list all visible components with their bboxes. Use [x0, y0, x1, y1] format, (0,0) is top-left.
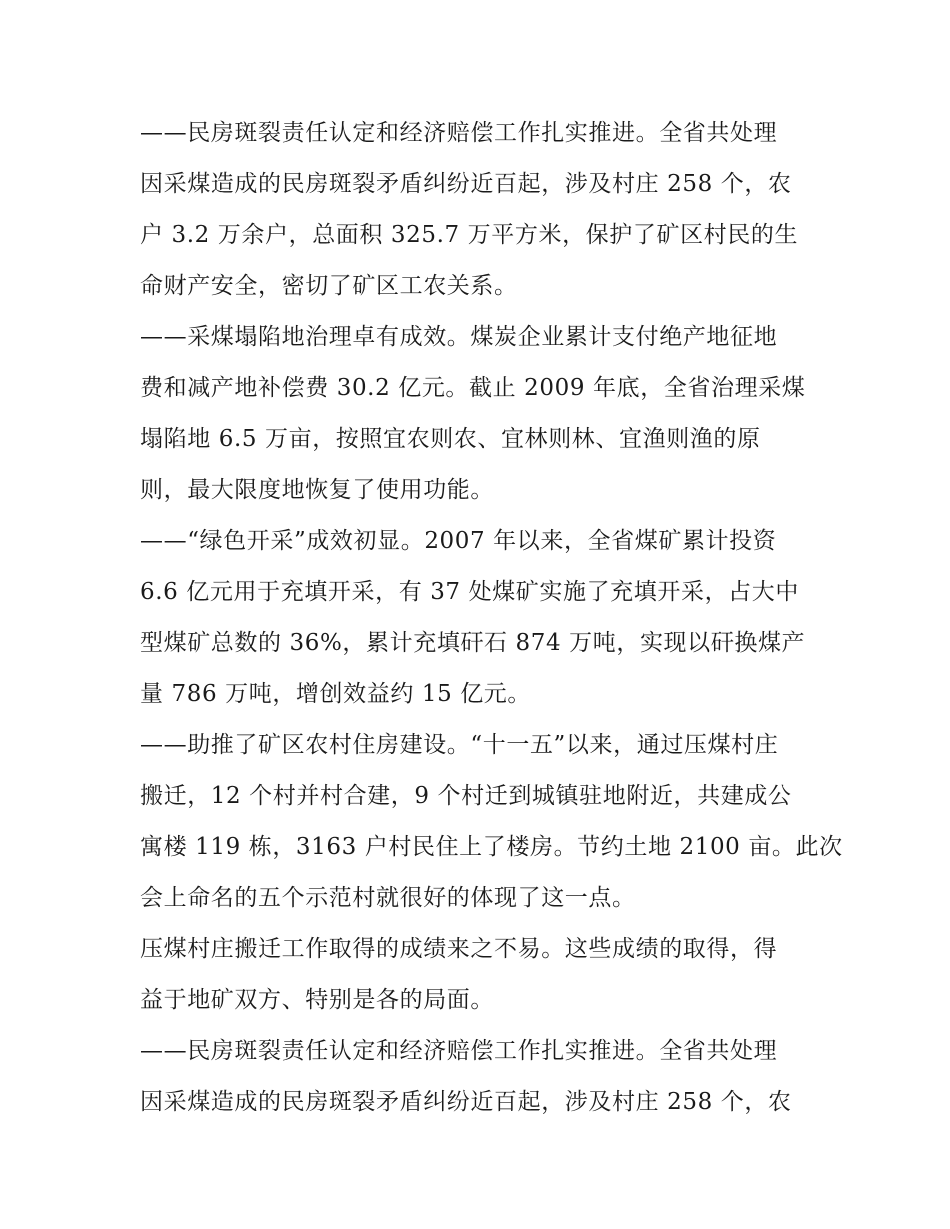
text-line: ——民房斑裂责任认定和经济赔偿工作扎实推进。全省共处理 — [140, 120, 778, 146]
text-line: ——“绿色开采”成效初显。2007 年以来，全省煤矿累计投资 — [140, 528, 777, 554]
text-line: 因采煤造成的民房斑裂矛盾纠纷近百起，涉及村庄 258 个，农 — [140, 171, 792, 197]
text-line: ——助推了矿区农村住房建设。“十一五”以来，通过压煤村庄 — [140, 732, 779, 758]
text-line: 益于地矿双方、特别是各的局面。 — [140, 987, 494, 1013]
text-line: 搬迁，12 个村并村合建，9 个村迁到城镇驻地附近，共建成公 — [140, 783, 792, 809]
document-body — [140, 108, 843, 1128]
text-line: 因采煤造成的民房斑裂矛盾纠纷近百起，涉及村庄 258 个，农 — [140, 1089, 792, 1115]
text-line: 6.6 亿元用于充填开采，有 37 处煤矿实施了充填开采，占大中 — [140, 579, 799, 605]
text-line: 费和减产地补偿费 30.2 亿元。截止 2009 年底，全省治理采煤 — [140, 375, 806, 401]
text-line: 塌陷地 6.5 万亩，按照宜农则农、宜林则林、宜渔则渔的原 — [140, 426, 761, 452]
text-line: 户 3.2 万余户，总面积 325.7 万平方米，保护了矿区村民的生 — [140, 222, 799, 248]
text-line: 量 786 万吨，增创效益约 15 亿元。 — [140, 681, 532, 707]
text-line: 型煤矿总数的 36%，累计充填矸石 874 万吨，实现以矸换煤产 — [140, 630, 806, 656]
text-line: 命财产安全，密切了矿区工农关系。 — [140, 273, 518, 299]
text-line: 压煤村庄搬迁工作取得的成绩来之不易。这些成绩的取得，得 — [140, 936, 778, 962]
text-line: ——采煤塌陷地治理卓有成效。煤炭企业累计支付绝产地征地 — [140, 324, 778, 350]
text-line: 会上命名的五个示范村就很好的体现了这一点。 — [140, 885, 636, 911]
text-line: 则，最大限度地恢复了使用功能。 — [140, 477, 494, 503]
text-line: ——民房斑裂责任认定和经济赔偿工作扎实推进。全省共处理 — [140, 1038, 778, 1064]
text-line: 寓楼 119 栋，3163 户村民住上了楼房。节约土地 2100 亩。此次 — [140, 834, 843, 860]
